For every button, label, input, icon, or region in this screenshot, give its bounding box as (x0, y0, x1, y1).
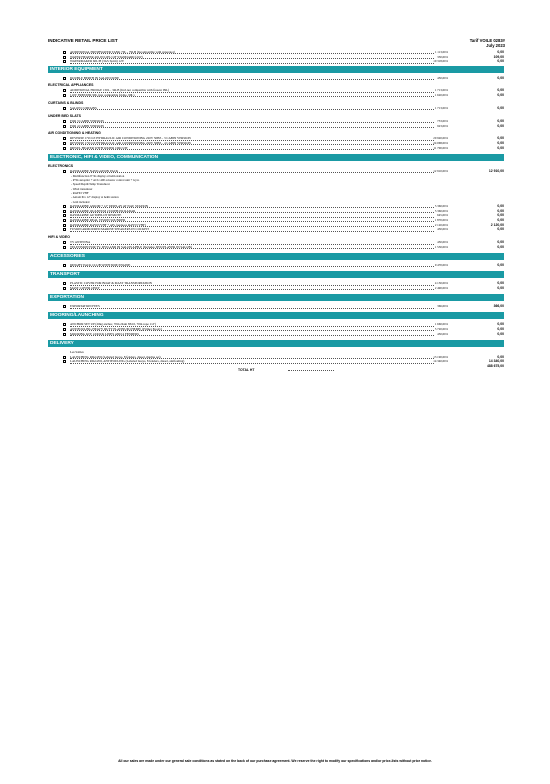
item-price: 5 360,00 € (434, 203, 448, 208)
item-price: 4 130,00 € (434, 281, 448, 286)
item-label: FUSION ARMOURED MARINE SPEAKERS IN COCKPIT (70, 227, 150, 232)
option-total: 0,00 (497, 208, 504, 213)
item-label: WATERMAKER 60L/H (3GS Spirit) 12V (70, 59, 125, 64)
price-row (48, 245, 504, 250)
option-checkbox[interactable] (63, 120, 66, 123)
option-total: 0,00 (497, 88, 504, 93)
option-total: 0,00 (497, 281, 504, 286)
option-checkbox[interactable] (63, 282, 66, 285)
option-total: 0,00 (497, 263, 504, 268)
option-checkbox[interactable] (63, 356, 66, 359)
option-checkbox[interactable] (63, 246, 66, 249)
item-label: ANCHOR SET UP (20kg anchor, 70m chain 8X10, 70m rope 1/4") (70, 322, 156, 327)
package-detail-text: - Multifunction 9"/9s display at helm station (71, 173, 125, 178)
section-header: DELIVERY (48, 340, 504, 347)
section-header: MOORING/LAUNCHING (48, 312, 504, 319)
spacer (48, 128, 504, 130)
item-label: MOORING KIT: 4 DOCK LINES AND 4 FENDERS (70, 331, 139, 336)
option-checkbox[interactable] (63, 333, 66, 336)
item-price: 1 870,00 € (434, 218, 448, 223)
option-total: 0,00 (497, 141, 504, 146)
option-total: 0,00 (497, 213, 504, 218)
subsection-heading: ELECTRICAL APPLIANCES (48, 83, 94, 88)
item-label: RAYMARINE QUANTUM 2 DOPPLER RADAR (70, 208, 136, 213)
leader-dots (70, 63, 434, 64)
item-price: 733,00 € (437, 118, 448, 123)
price-row (48, 263, 504, 268)
option-total: 0,00 (497, 322, 504, 327)
option-total: 0,00 (497, 240, 504, 245)
price-row (48, 106, 504, 111)
option-total: 109,00 (493, 54, 504, 59)
item-label: SALON CURTAINS (70, 106, 97, 110)
option-total: 0,00 (497, 106, 504, 110)
option-total: 0,00 (497, 93, 504, 98)
section-header: ACCESSORIES (48, 253, 504, 260)
item-label: DINGHY PACK CLUB WITH SIDE ENGINE (70, 263, 131, 268)
option-checkbox[interactable] (63, 264, 66, 267)
section-header: EXPORTATION (48, 294, 504, 301)
option-checkbox[interactable] (63, 56, 66, 59)
item-price: 13 190,00 € (433, 354, 448, 359)
leader-dots (70, 127, 434, 128)
section-header: INTERIOR EQUIPMENT (48, 66, 504, 73)
spacer (48, 268, 504, 270)
item-price: 5 360,00 € (434, 208, 448, 213)
item-label: LAUNCHING RIGGED (Labeled buoys, 8 fenders, diesel, marine set) (70, 354, 161, 359)
price-list-title: INDICATIVE RETAIL PRICE LIST (48, 38, 118, 43)
spacer (48, 151, 504, 153)
item-price: 450,00 € (437, 75, 448, 80)
option-total: 0,00 (497, 136, 504, 141)
option-checkbox[interactable] (63, 219, 66, 222)
section-header: TRANSPORT (48, 271, 504, 278)
option-total: 0,00 (497, 123, 504, 128)
item-price: 20 920,00 € (433, 136, 448, 141)
item-label: RAYMARINE RAY63 VHF + AIS (replaces RAY53 VHF) (70, 222, 146, 227)
option-total: 0,00 (497, 227, 504, 232)
option-checkbox[interactable] (63, 89, 66, 92)
spacer (48, 80, 504, 82)
item-label: FOR 4 CABIN VERSION (70, 123, 104, 128)
spacer (48, 309, 504, 311)
spacer (48, 232, 504, 234)
item-label: REVERSE CYCLE HYDRAULIC AIR CONDITIONING 220V 50HZ - 4 CABIN VERSION (70, 141, 191, 146)
leader-dots (70, 109, 434, 110)
option-checkbox[interactable] (63, 323, 66, 326)
option-checkbox[interactable] (63, 137, 66, 140)
option-total: 0,00 (497, 75, 504, 80)
option-checkbox[interactable] (63, 224, 66, 227)
leader-dots (70, 289, 434, 290)
option-checkbox[interactable] (63, 228, 66, 231)
spacer (48, 250, 504, 252)
item-price: 1 713,00 € (434, 88, 448, 93)
option-total: 0,00 (497, 145, 504, 150)
item-label: RAYMARINE NAVIGATION PACK (70, 169, 119, 174)
option-total: 14 340,00 (488, 359, 504, 364)
option-total: 0,00 (497, 50, 504, 54)
item-label: ADDITIONAL FRIDGE 130L - 34LB (Incl.not compatible with freezer 99L) (70, 88, 170, 93)
item-price: 1 660,00 € (434, 322, 448, 327)
option-checkbox[interactable] (63, 60, 66, 63)
spacer (48, 291, 504, 293)
item-price: 5 720,00 € (434, 327, 448, 332)
leader-dots (70, 79, 434, 80)
item-price: 11 700,00 € (433, 145, 448, 150)
option-checkbox[interactable] (63, 305, 66, 308)
footer-disclaimer: All our sales are made under our general sale conditions as stated on the back of our purchase agreement. We reserve the right to modify our specifications and/or price-lists without prior notice. (118, 759, 432, 763)
price-list-content (48, 50, 504, 372)
price-row (48, 93, 504, 98)
item-price: 12 910,00 € (433, 169, 448, 174)
item-label: RAYMARINE AUTOPILOT REMOTE (70, 213, 122, 218)
item-price: 450,00 € (437, 240, 448, 245)
option-checkbox[interactable] (63, 205, 66, 208)
option-total: 0,00 (497, 59, 504, 64)
item-label: ANTIFOULING HEAVY DUTY PLATINUM (HEMP) (Primer Epoxy) (70, 327, 162, 332)
item-price: 2 120,00 € (434, 222, 448, 227)
grand-total-value: 488 675,00 (487, 364, 504, 369)
item-label: PLASTIC COVER FOR BOAT & MAST TRANSPORTATION (70, 281, 152, 286)
option-total: 366,00 (493, 304, 504, 309)
item-label: EXPORTATION FEES (70, 304, 100, 309)
option-checkbox[interactable] (63, 360, 66, 363)
option-checkbox[interactable] (63, 170, 66, 173)
option-checkbox[interactable] (63, 51, 66, 54)
item-price: 14 340,00 € (433, 359, 448, 364)
tariff-name: Tarif VOILE 0283# (469, 38, 505, 43)
option-checkbox[interactable] (63, 214, 66, 217)
option-checkbox[interactable] (63, 125, 66, 128)
tariff-header (470, 38, 505, 49)
item-label: WATER HEATER 40L IN LIEU OF STANDARD (24V) (70, 54, 143, 59)
item-label: MAST COVER ONLY (70, 286, 100, 291)
item-label: RAYMARINE AXIOM + 12" DISPLAY AT NAV. STATION (70, 203, 149, 208)
option-total: 0,00 (497, 354, 504, 359)
spacer (48, 336, 504, 338)
price-row (48, 76, 504, 81)
tariff-date: July 2023 (486, 43, 505, 49)
price-row (48, 304, 504, 309)
option-checkbox[interactable] (63, 94, 66, 97)
total-dots (288, 370, 334, 371)
option-checkbox[interactable] (63, 210, 66, 213)
package-detail-text: - Grid included (71, 199, 90, 204)
option-total: 0,00 (497, 327, 504, 332)
spacer (48, 98, 504, 100)
option-total: 0,00 (497, 244, 504, 249)
item-label: Les Sables (70, 349, 84, 354)
package-detail-text: - Speed/Depth/Temp Transducer (71, 182, 110, 187)
subsection-heading: ELECTRONICS (48, 164, 74, 168)
item-label: ADDITIONAL FRESHWATER TANK 70L - 79LB (Incompatible with generator) (70, 50, 176, 54)
item-label: RAYMARINE REAL VISION SOUNDER (70, 218, 126, 223)
item-price: 9 470,00 € (434, 263, 448, 268)
price-row (48, 227, 504, 232)
subsection-heading: HIFI & VIDEO (48, 235, 70, 240)
total-row (48, 366, 504, 372)
item-price: 24 068,00 € (433, 141, 448, 146)
option-total: 0,00 (497, 286, 504, 291)
item-price: 1 713,00 € (434, 106, 448, 110)
item-label: FOR 3 CABIN VERSION (70, 118, 104, 123)
item-label: TV ANTENNA (70, 240, 91, 245)
item-label: REVERSE CYCLE HYDRAULIC AIR CONDITIONING 220V 50HZ - 3 CABIN VERSION (70, 136, 191, 141)
price-row (48, 359, 504, 364)
option-checkbox[interactable] (63, 328, 66, 331)
item-price: 430,00 € (437, 227, 448, 232)
item-price: 923,00 € (437, 123, 448, 128)
price-row (48, 124, 504, 129)
option-checkbox[interactable] (63, 241, 66, 244)
item-price: 450,00 € (437, 331, 448, 336)
subsection-heading: AIR CONDITIONING & HEATING (48, 131, 101, 136)
price-row (48, 59, 504, 64)
option-total: 0,00 (497, 203, 504, 208)
option-total: 2 120,00 (490, 222, 504, 227)
leader-dots (70, 308, 434, 309)
package-detail-text: - Axiom Pro 12" display at helm station (71, 195, 119, 200)
price-row (48, 146, 504, 151)
option-total: 0,00 (497, 331, 504, 336)
option-checkbox[interactable] (63, 287, 66, 290)
item-price: 1 530,00 € (434, 244, 448, 249)
total-label: TOTAL HT (238, 368, 255, 373)
item-label: DOUBLE BERTH IN SALON DUNE (70, 75, 120, 80)
price-row (48, 286, 504, 291)
option-checkbox[interactable] (63, 147, 66, 150)
option-checkbox[interactable] (63, 107, 66, 110)
option-total: 0,00 (497, 218, 504, 223)
option-total: 12 910,00 (488, 169, 504, 174)
subsection-heading: UNDER BED SLATS (48, 113, 81, 118)
section-header: ELECTRONIC, HIFI & VIDEO, COMMUNICATION (48, 154, 504, 161)
item-price: 330,00 € (437, 54, 448, 59)
item-price: 1 113,00 € (434, 50, 448, 54)
item-label: LAUNCHING RIGGED, ANTIFOULING (Labeled buoys, 8 fenders, diesel, antifouling) (70, 359, 185, 364)
item-label: 110V FREEZER 99L (not compatible fridge, 99L) (70, 93, 135, 98)
item-price: 2 490,00 € (434, 286, 448, 291)
subsection-heading: CURTAINS & BLINDS (48, 100, 84, 105)
item-price: 645,00 € (437, 213, 448, 218)
option-checkbox[interactable] (63, 142, 66, 145)
spacer (48, 111, 504, 113)
item-label: TELEVISION FOR TV, DVD AND IN SALON APPLE (Includes DVD PLAYER IN SALON) (70, 244, 193, 249)
package-detail-text: - Wind transducer (71, 186, 93, 191)
option-total: 0,00 (497, 118, 504, 123)
package-detail-text: - P70s autopilot + ACU-400 actuator control unit + Gyro (71, 178, 140, 183)
item-price: 10 318,00 € (433, 59, 448, 64)
item-price: 366,00 € (437, 304, 448, 309)
price-row (48, 332, 504, 337)
package-detail-text: - RAY63 VHF (71, 191, 89, 196)
item-label: DIESEL HEATER WITH WATER CIRCUIT (70, 145, 128, 150)
item-price: 1 620,00 € (434, 93, 448, 98)
option-checkbox[interactable] (63, 77, 66, 80)
